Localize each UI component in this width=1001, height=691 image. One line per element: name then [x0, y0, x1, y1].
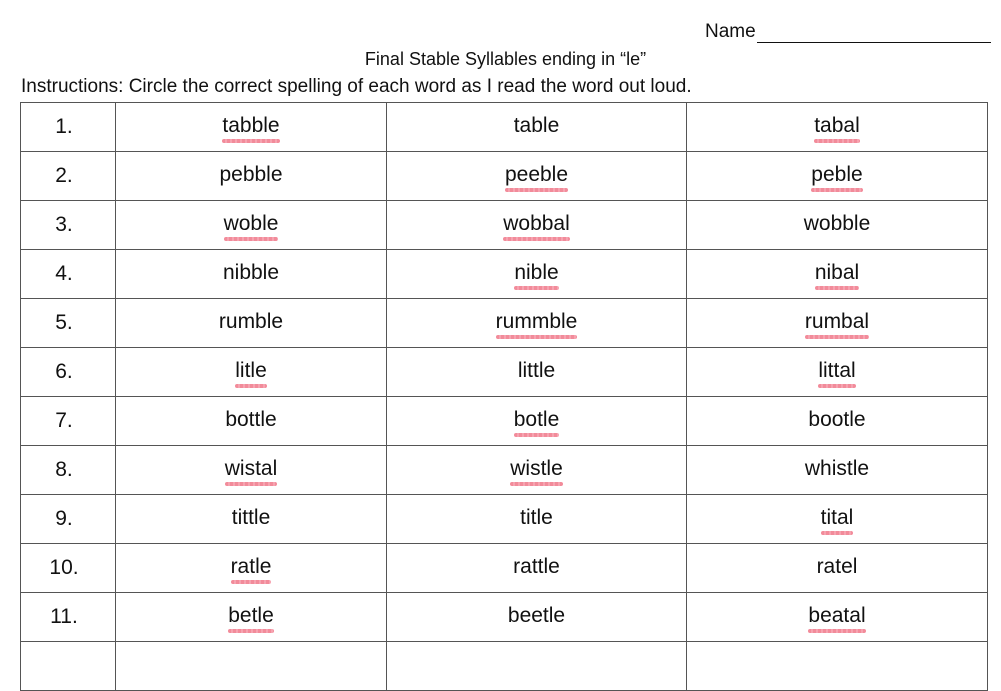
item-number-cell: [21, 201, 116, 250]
item-number: 2.: [55, 164, 73, 187]
word-choice-cell[interactable]: [687, 348, 988, 397]
table-row: [21, 299, 988, 348]
word-choice-cell[interactable]: [687, 397, 988, 446]
table-row: [21, 201, 988, 250]
word-choice-misspelled[interactable]: wistal: [225, 457, 278, 483]
word-choice-misspelled[interactable]: wobbal: [503, 212, 570, 238]
word-choice[interactable]: whistle: [804, 457, 870, 480]
word-choice-cell[interactable]: [687, 544, 988, 593]
word-choice-cell[interactable]: [687, 103, 988, 152]
word-choice-cell[interactable]: [387, 642, 687, 691]
word-choice[interactable]: pebble: [219, 163, 283, 186]
word-choice[interactable]: bottle: [225, 408, 277, 431]
word-choice-misspelled[interactable]: ratle: [231, 555, 272, 581]
word-choice-cell[interactable]: [116, 495, 387, 544]
word-choice-cell[interactable]: [116, 152, 387, 201]
item-number-cell: [21, 495, 116, 544]
word-choice-cell[interactable]: [116, 544, 387, 593]
instructions-text: Instructions: Circle the correct spelling of each word as I read the word out loud.: [21, 76, 692, 97]
item-number-cell: [21, 103, 116, 152]
word-choice-misspelled[interactable]: nible: [514, 261, 558, 287]
table-row: [21, 397, 988, 446]
word-choice-cell[interactable]: [116, 593, 387, 642]
spelling-table: [20, 102, 988, 691]
word-choice-misspelled[interactable]: tabal: [814, 114, 860, 140]
table-row: [21, 544, 988, 593]
table-row: [21, 446, 988, 495]
word-choice-cell[interactable]: [387, 544, 687, 593]
word-choice-cell[interactable]: [387, 446, 687, 495]
word-choice-cell[interactable]: [116, 103, 387, 152]
word-choice-cell[interactable]: [116, 201, 387, 250]
word-choice-misspelled[interactable]: rummble: [496, 310, 578, 336]
word-choice-misspelled[interactable]: nibal: [815, 261, 859, 287]
word-choice-cell[interactable]: [387, 201, 687, 250]
item-number-cell: [21, 152, 116, 201]
item-number-cell: [21, 593, 116, 642]
table-row: [21, 495, 988, 544]
word-choice-cell[interactable]: [687, 299, 988, 348]
word-choice[interactable]: table: [513, 114, 560, 137]
word-choice[interactable]: tittle: [231, 506, 271, 529]
word-choice-cell[interactable]: [387, 103, 687, 152]
word-choice-cell[interactable]: [387, 152, 687, 201]
name-field[interactable]: [705, 21, 991, 43]
item-number-cell: [21, 544, 116, 593]
word-choice-misspelled[interactable]: botle: [514, 408, 560, 434]
word-choice-cell[interactable]: [687, 250, 988, 299]
word-choice-cell[interactable]: [387, 397, 687, 446]
word-choice-cell[interactable]: [687, 593, 988, 642]
word-choice-cell[interactable]: [116, 397, 387, 446]
word-choice[interactable]: little: [517, 359, 556, 382]
word-choice-cell[interactable]: [387, 593, 687, 642]
word-choice[interactable]: nibble: [222, 261, 280, 284]
item-number-cell: [21, 397, 116, 446]
item-number: 6.: [55, 360, 73, 383]
word-choice-cell[interactable]: [116, 250, 387, 299]
worksheet-title: Final Stable Syllables ending in “le”: [364, 49, 647, 69]
word-choice[interactable]: wobble: [803, 212, 871, 235]
word-choice-misspelled[interactable]: tabble: [222, 114, 279, 140]
word-choice-cell[interactable]: [116, 446, 387, 495]
word-choice-cell[interactable]: [387, 299, 687, 348]
word-choice[interactable]: rumble: [218, 310, 284, 333]
word-choice[interactable]: ratel: [816, 555, 858, 578]
item-number-cell: [21, 446, 116, 495]
word-choice-cell[interactable]: [116, 642, 387, 691]
word-choice-cell[interactable]: [387, 348, 687, 397]
item-number-cell: [21, 299, 116, 348]
word-choice-cell[interactable]: [387, 250, 687, 299]
word-choice-cell[interactable]: [687, 642, 988, 691]
word-choice-misspelled[interactable]: betle: [228, 604, 274, 630]
word-choice-misspelled[interactable]: wistle: [510, 457, 563, 483]
table-row: [21, 103, 988, 152]
item-number: 5.: [55, 311, 73, 334]
word-choice[interactable]: rattle: [513, 555, 560, 578]
item-number: 7.: [55, 409, 73, 432]
table-row: [21, 642, 988, 691]
word-choice[interactable]: beetle: [507, 604, 566, 627]
word-choice-cell[interactable]: [387, 495, 687, 544]
item-number: 4.: [55, 262, 73, 285]
item-number: 11.: [50, 605, 78, 628]
item-number: 1.: [55, 115, 73, 138]
word-choice-cell[interactable]: [687, 201, 988, 250]
word-choice-misspelled[interactable]: beatal: [808, 604, 865, 630]
word-choice-misspelled[interactable]: tital: [821, 506, 854, 532]
word-choice-cell[interactable]: [687, 446, 988, 495]
word-choice-misspelled[interactable]: woble: [224, 212, 279, 238]
word-choice-misspelled[interactable]: littal: [818, 359, 855, 385]
word-choice-cell[interactable]: [116, 299, 387, 348]
item-number-cell: [21, 642, 116, 691]
name-label: Name: [705, 21, 756, 42]
name-blank-line[interactable]: [757, 22, 991, 43]
table-row: [21, 348, 988, 397]
word-choice-cell[interactable]: [116, 348, 387, 397]
table-row: [21, 152, 988, 201]
word-choice-cell[interactable]: [687, 495, 988, 544]
table-row: [21, 250, 988, 299]
word-choice-misspelled[interactable]: rumbal: [805, 310, 869, 336]
word-choice-cell[interactable]: [687, 152, 988, 201]
item-number: 8.: [55, 458, 73, 481]
table-row: [21, 593, 988, 642]
item-number-cell: [21, 250, 116, 299]
item-number: 9.: [55, 507, 73, 530]
word-choice[interactable]: bootle: [808, 408, 866, 431]
item-number: 10.: [49, 556, 79, 579]
item-number-cell: [21, 348, 116, 397]
word-choice[interactable]: title: [520, 506, 553, 529]
item-number: 3.: [55, 213, 73, 236]
word-choice-misspelled[interactable]: litle: [235, 359, 267, 385]
word-choice-misspelled[interactable]: peeble: [505, 163, 568, 189]
word-choice-misspelled[interactable]: peble: [811, 163, 862, 189]
